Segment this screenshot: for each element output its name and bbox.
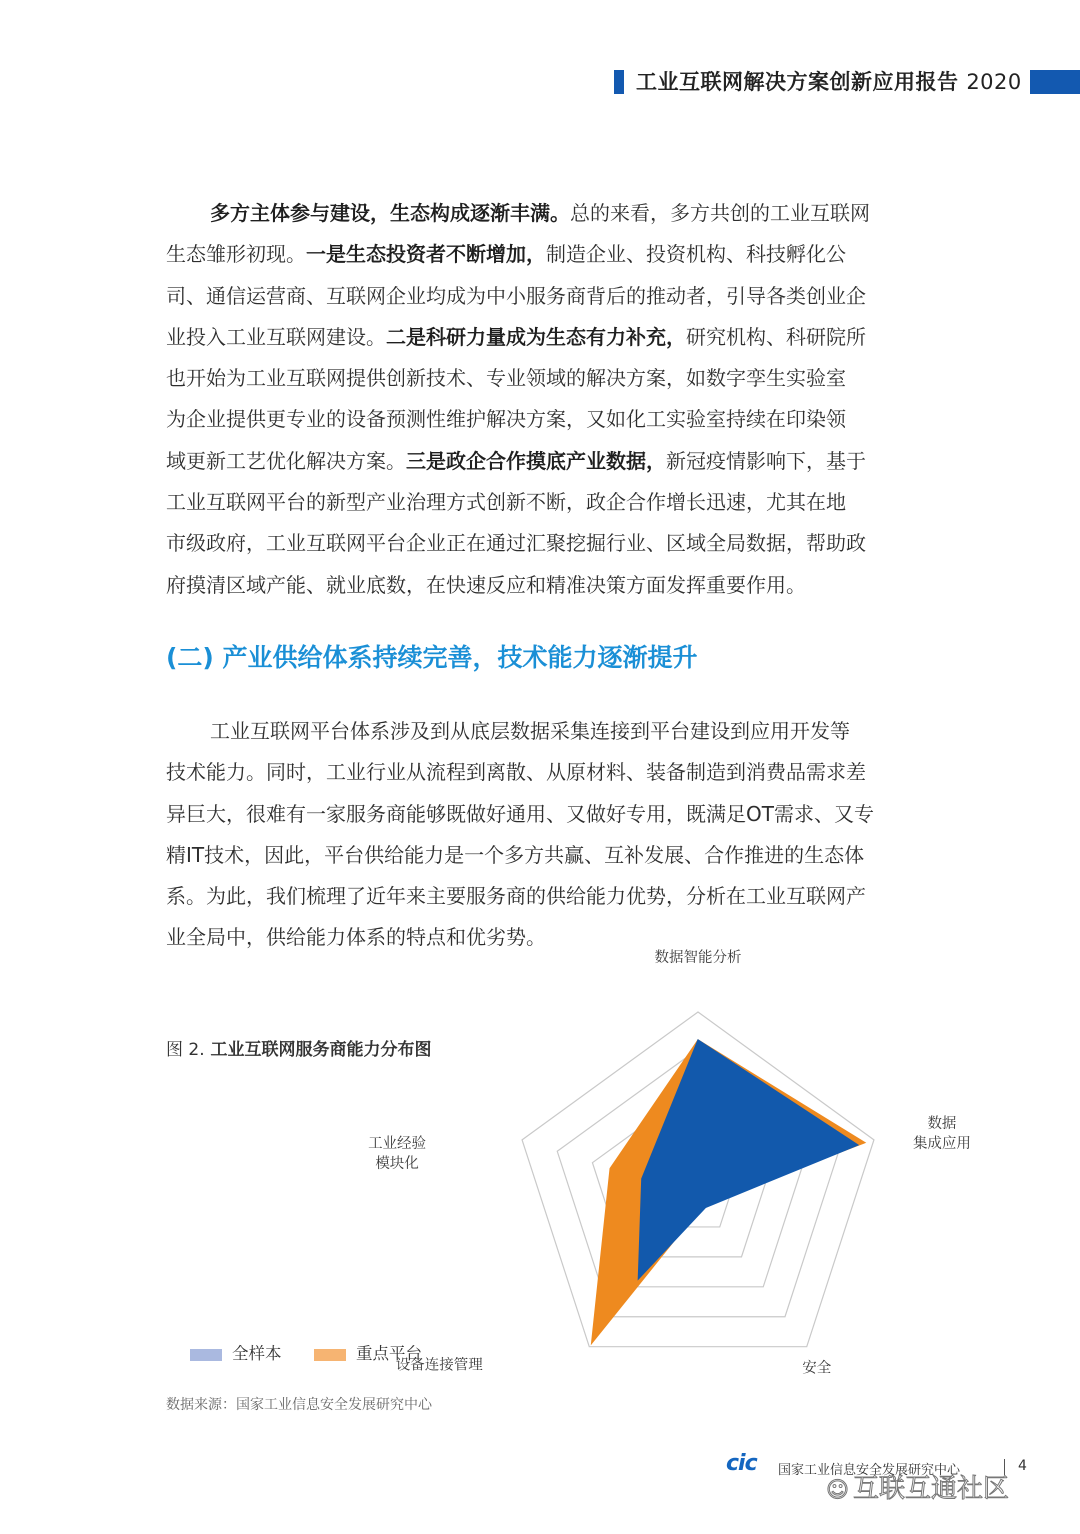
- report-year: 2020: [966, 70, 1022, 94]
- axis-label-line: 安全: [802, 1360, 832, 1377]
- text-run: 市级政府，工业互联网平台企业正在通过汇聚挖掘行业、区域全局数据，帮助政: [166, 531, 866, 556]
- text-run: 司、通信运营商、互联网企业均成为中小服务商背后的推动者，引导各类创业企: [166, 283, 866, 308]
- text-line: [166, 193, 916, 234]
- data-source-note: 数据来源：国家工业信息安全发展研究中心: [166, 1397, 432, 1413]
- text-line: [166, 752, 916, 793]
- text-run: 府摸清区域产能、就业底数，在快速反应和精准决策方面发挥重要作用。: [166, 572, 806, 597]
- text-line: [166, 317, 916, 358]
- bold-run: 二是科研力量成为生态有力补充，: [386, 324, 686, 349]
- radar-area-全样本: [638, 1040, 858, 1280]
- figure-title: 工业互联网服务商能力分布图: [210, 1040, 432, 1060]
- text-run: 业全局中，供给能力体系的特点和优劣势。: [166, 925, 546, 950]
- text-line: [166, 482, 916, 523]
- axis-label-line: 工业经验: [368, 1135, 427, 1152]
- paragraph-ecosystem: [166, 193, 916, 606]
- axis-label-line: 设备连接管理: [395, 1357, 483, 1374]
- legend-item-full-sample: [190, 1340, 282, 1364]
- axis-label: [802, 1360, 831, 1377]
- page-number: 4: [1018, 1458, 1027, 1474]
- text-line: [166, 358, 916, 399]
- paragraph-supply-system: [166, 711, 916, 959]
- legend-label-key-platform: 重点平台: [356, 1344, 422, 1363]
- axis-label-line: 数据智能分析: [654, 950, 742, 966]
- legend-item-key-platform: [314, 1340, 422, 1364]
- text-line: [166, 876, 916, 917]
- text-line: [166, 917, 916, 958]
- cic-logo: cic: [726, 1451, 757, 1476]
- watermark-text: 互联互通社区: [852, 1474, 1009, 1504]
- text-run: 精IT技术，因此，平台供给能力是一个多方共赢、互补发展、合作推进的生态体: [166, 842, 865, 867]
- wechat-icon: ☺: [826, 1478, 849, 1503]
- footer-org-name: 国家工业信息安全发展研究中心: [778, 1463, 961, 1478]
- text-line: [166, 441, 916, 482]
- figure-number: 图 2.: [166, 1040, 205, 1060]
- text-run: 研究机构、科研院所: [686, 324, 866, 349]
- bold-run: 三是政企合作摸底产业数据，: [406, 448, 666, 473]
- text-run: 异巨大，很难有一家服务商能够既做好通用、又做好专用，既满足OT需求、又专: [166, 801, 874, 826]
- text-line: [166, 276, 916, 317]
- text-run: 系。为此，我们梳理了近年来主要服务商的供给能力优势，分析在工业互联网产: [166, 884, 866, 909]
- text-run: 为企业提供更专业的设备预测性维护解决方案，又如化工实验室持续在印染领: [166, 407, 846, 432]
- axis-label: [368, 1135, 426, 1172]
- axis-label-line: 模块化: [375, 1155, 419, 1172]
- axis-label: [913, 1114, 971, 1152]
- text-run: 业投入工业互联网建设。: [166, 324, 386, 349]
- header-accent-bar: [614, 70, 624, 94]
- bold-run: 多方主体参与建设，生态构成逐渐丰满。: [210, 201, 570, 225]
- axis-label-line: 数据: [927, 1115, 957, 1132]
- text-line: [166, 523, 916, 564]
- axis-label-line: 集成应用: [912, 1135, 971, 1152]
- radar-series: [591, 1040, 865, 1344]
- bold-run: 一是生态投资者不断增加，: [306, 242, 546, 267]
- text-line: [166, 565, 916, 606]
- figure-caption: [166, 1035, 432, 1060]
- text-run: 制造企业、投资机构、科技孵化公: [546, 242, 846, 267]
- text-line: [166, 399, 916, 440]
- text-run: 域更新工艺优化解决方案。: [166, 448, 406, 473]
- text-run: 工业互联网平台的新型产业治理方式创新不断，政企合作增长迅速，尤其在地: [166, 490, 846, 515]
- text-line: [166, 835, 916, 876]
- report-title-text: 工业互联网解决方案创新应用报告: [636, 70, 959, 94]
- text-run: 总的来看，多方共创的工业互联网: [570, 201, 870, 225]
- text-run: 工业互联网平台体系涉及到从底层数据采集连接到平台建设到应用开发等: [210, 719, 850, 743]
- text-run: 技术能力。同时，工业行业从流程到离散、从原材料、装备制造到消费品需求差: [166, 760, 866, 785]
- axis-label: [655, 948, 742, 966]
- text-line: [166, 794, 916, 835]
- legend-swatch-full-sample: [190, 1349, 222, 1361]
- text-run: 也开始为工业互联网提供创新技术、专业领域的解决方案，如数字孪生实验室: [166, 366, 846, 391]
- text-run: 新冠疫情影响下，基于: [666, 448, 866, 473]
- text-run: 生态雏形初现。: [166, 242, 306, 267]
- text-line: [166, 711, 916, 752]
- section-heading: (二) 产业供给体系持续完善，技术能力逐渐提升: [166, 643, 698, 672]
- legend-swatch-key-platform: [314, 1349, 346, 1361]
- text-line: [166, 234, 916, 275]
- header-accent-block: [1030, 70, 1080, 94]
- report-title: [636, 66, 1022, 96]
- watermark: [826, 1468, 1009, 1505]
- legend-label-full-sample: 全样本: [232, 1344, 282, 1363]
